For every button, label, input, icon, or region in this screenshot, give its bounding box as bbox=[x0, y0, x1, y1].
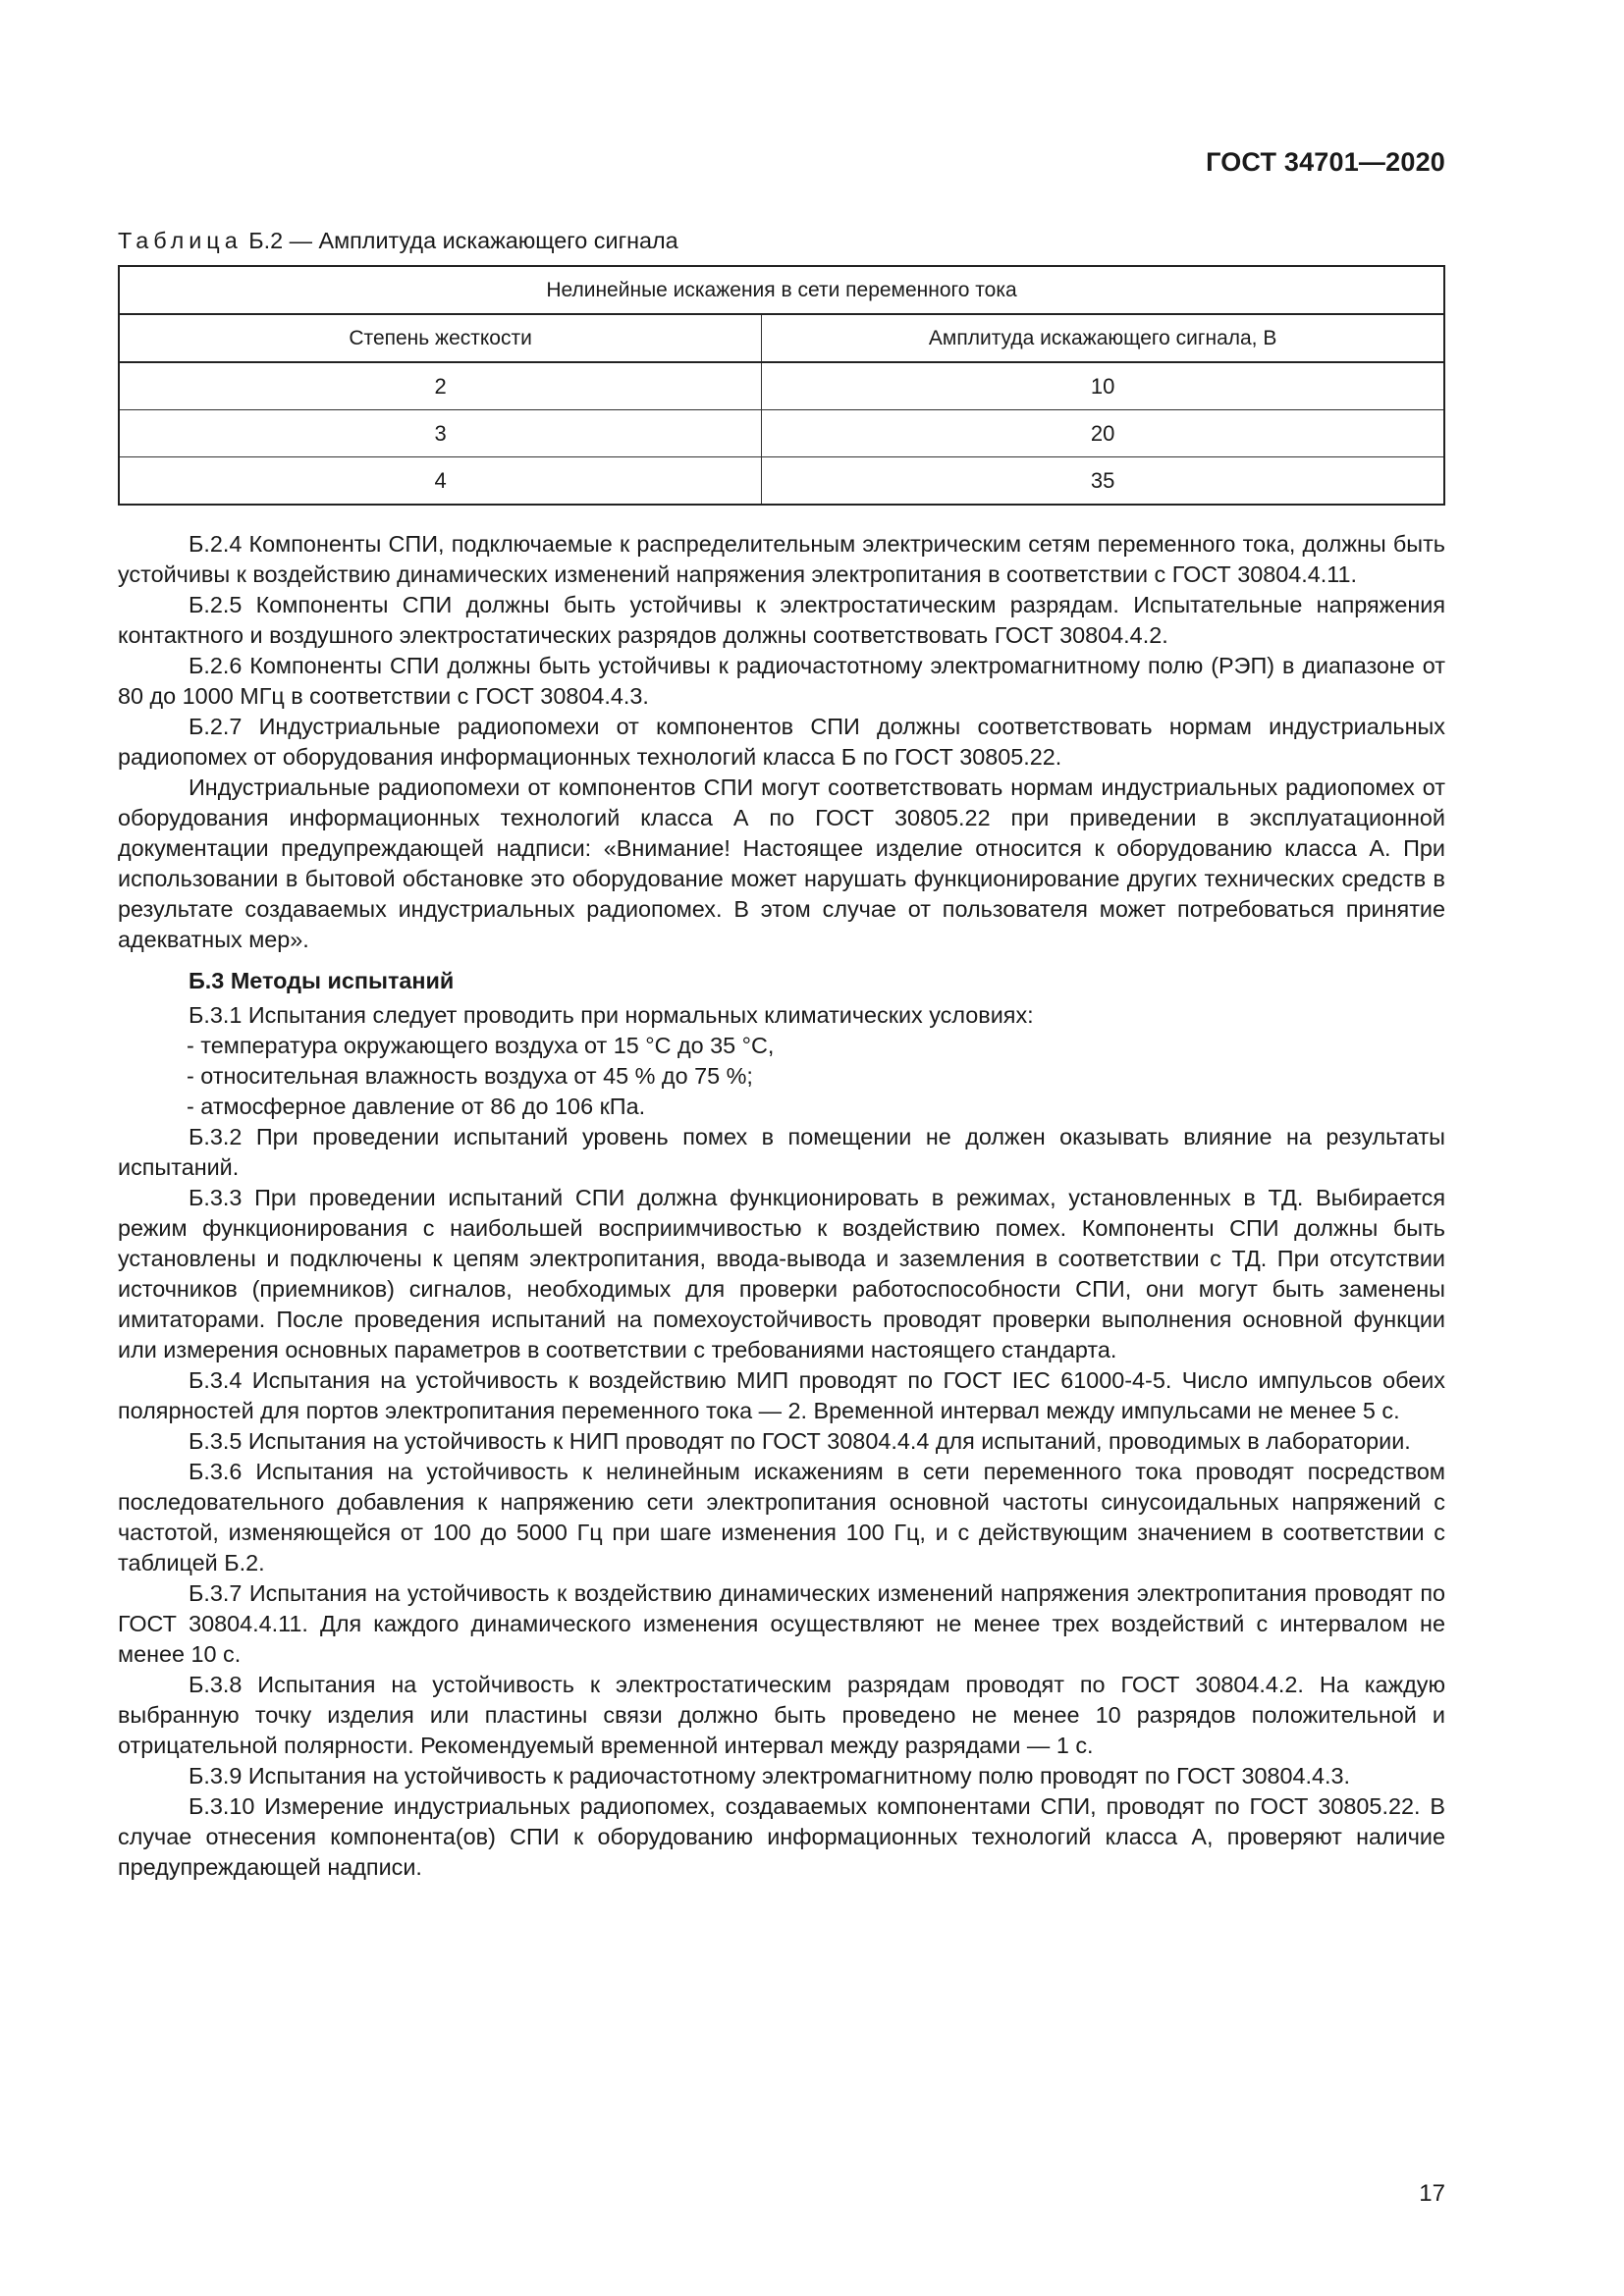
paragraph-b-3-10: Б.3.10 Измерение индустриальных радиопомех, создаваемых компонентами СПИ, проводят по ГОСТ 30805.22. В случае отнесения компонента(ов) СПИ к оборудованию информационных технологий класса А, проверяют наличие предупреждающей надписи. bbox=[118, 1793, 1445, 1880]
page-content bbox=[118, 226, 1445, 1883]
paragraph-b-2-7-continued: Индустриальные радиопомехи от компонентов СПИ могут соответствовать нормам индустриальных радиопомех от оборудования информационных технологий класса А по ГОСТ 30805.22 при приведении в эксплуатационной документации предупреждающей надписи: «Внимание! Настоящее изделие относится к оборудованию класса А. При использовании в бытовой обстановке это оборудование может нарушать функционирование других технических средств в результате создаваемых индустриальных радиопомех. В этом случае от пользователя может потребоваться принятие адекватных мер». bbox=[118, 774, 1445, 952]
column-header-severity: Степень жесткости bbox=[119, 314, 762, 362]
table-cell: 10 bbox=[762, 362, 1444, 410]
table-row bbox=[119, 362, 1444, 410]
table-header-row bbox=[119, 314, 1444, 362]
paragraph-b-3-7: Б.3.7 Испытания на устойчивость к воздействию динамических изменений напряжения электропитания проводят по ГОСТ 30804.4.11. Для каждого динамического изменения осуществляют не менее трех воздействий с интервалом не менее 10 с. bbox=[118, 1580, 1445, 1667]
table-caption bbox=[118, 226, 1445, 256]
paragraph-b-3-4: Б.3.4 Испытания на устойчивость к воздействию МИП проводят по ГОСТ IEC 61000-4-5. Число импульсов обеих полярностей для портов электропитания переменного тока — 2. Временной интервал между импульсами не менее 5 с. bbox=[118, 1367, 1445, 1423]
table-title-row bbox=[119, 266, 1444, 314]
paragraph-b-2-5: Б.2.5 Компоненты СПИ должны быть устойчивы к электростатическим разрядам. Испытательные напряжения контактного и воздушного электростатических разрядов должны соответствовать ГОСТ 30804.4.2. bbox=[118, 592, 1445, 648]
column-header-amplitude: Амплитуда искажающего сигнала, В bbox=[762, 314, 1444, 362]
list-item: - атмосферное давление от 86 до 106 кПа. bbox=[187, 1094, 646, 1119]
list-item: - относительная влажность воздуха от 45 % до 75 %; bbox=[187, 1063, 753, 1089]
section-heading-b-3: Б.3 Методы испытаний bbox=[189, 968, 455, 993]
paragraph-b-2-4: Б.2.4 Компоненты СПИ, подключаемые к распределительным электрическим сетям переменного тока, должны быть устойчивы к воздействию динамических изменений напряжения электропитания в соответствии с ГОСТ 30804.4.11. bbox=[118, 531, 1445, 587]
list-item: - температура окружающего воздуха от 15 °С до 35 °С, bbox=[187, 1033, 775, 1058]
table-cell: 3 bbox=[119, 410, 762, 457]
table-title: Нелинейные искажения в сети переменного тока bbox=[119, 266, 1444, 314]
paragraph-b-3-9: Б.3.9 Испытания на устойчивость к радиочастотному электромагнитному полю проводят по ГОСТ 30804.4.3. bbox=[189, 1763, 1351, 1789]
table-caption-text: Б.2 — Амплитуда искажающего сигнала bbox=[242, 228, 678, 253]
paragraph-b-2-6: Б.2.6 Компоненты СПИ должны быть устойчивы к радиочастотному электромагнитному полю (РЭП) в диапазоне от 80 до 1000 МГц в соответствии с ГОСТ 30804.4.3. bbox=[118, 653, 1445, 709]
table-row bbox=[119, 457, 1444, 506]
table-row bbox=[119, 410, 1444, 457]
table-cell: 20 bbox=[762, 410, 1444, 457]
table-caption-prefix: Таблица bbox=[118, 228, 243, 253]
paragraph-b-3-3: Б.3.3 При проведении испытаний СПИ должна функционировать в режимах, установленных в ТД. Выбирается режим функционирования с наибольшей восприимчивостью к воздействию помех. Компоненты СПИ должны быть установлены и подключены к цепям электропитания, ввода-вывода и заземления в соответствии с ТД. При отсутствии источников (приемников) сигналов, необходимых для проверки работоспособности СПИ, они могут быть заменены имитаторами. После проведения испытаний на помехоустойчивость проводят проверки выполнения основной функции или измерения основных параметров в соответствии с требованиями настоящего стандарта. bbox=[118, 1185, 1445, 1362]
document-id: ГОСТ 34701—2020 bbox=[1206, 147, 1445, 177]
paragraph-b-3-6: Б.3.6 Испытания на устойчивость к нелинейным искажениям в сети переменного тока проводят посредством последовательного добавления к напряжению сети электропитания основной частоты синусоидальных напряжений с частотой, изменяющейся от 100 до 5000 Гц при шаге изменения 100 Гц, и с действующим значением в соответствии с таблицей Б.2. bbox=[118, 1459, 1445, 1575]
paragraph-b-3-8: Б.3.8 Испытания на устойчивость к электростатическим разрядам проводят по ГОСТ 30804.4.2. На каждую выбранную точку изделия или пластины связи должно быть проведено не менее 10 разрядов положительной и отрицательной полярности. Рекомендуемый временной интервал между разрядами — 1 с. bbox=[118, 1672, 1445, 1758]
paragraph-b-2-7: Б.2.7 Индустриальные радиопомехи от компонентов СПИ должны соответствовать нормам индустриальных радиопомех от оборудования информационных технологий класса Б по ГОСТ 30805.22. bbox=[118, 714, 1445, 770]
table-cell: 2 bbox=[119, 362, 762, 410]
paragraph-b-3-2: Б.3.2 При проведении испытаний уровень помех в помещении не должен оказывать влияние на результаты испытаний. bbox=[118, 1124, 1445, 1180]
paragraph-b-3-5: Б.3.5 Испытания на устойчивость к НИП проводят по ГОСТ 30804.4.4 для испытаний, проводимых в лаборатории. bbox=[189, 1428, 1411, 1454]
table-cell: 4 bbox=[119, 457, 762, 506]
table-cell: 35 bbox=[762, 457, 1444, 506]
paragraph-b-3-1: Б.3.1 Испытания следует проводить при нормальных климатических условиях: bbox=[189, 1002, 1034, 1028]
page-number: 17 bbox=[1419, 2180, 1445, 2207]
distortion-amplitude-table bbox=[118, 265, 1445, 506]
